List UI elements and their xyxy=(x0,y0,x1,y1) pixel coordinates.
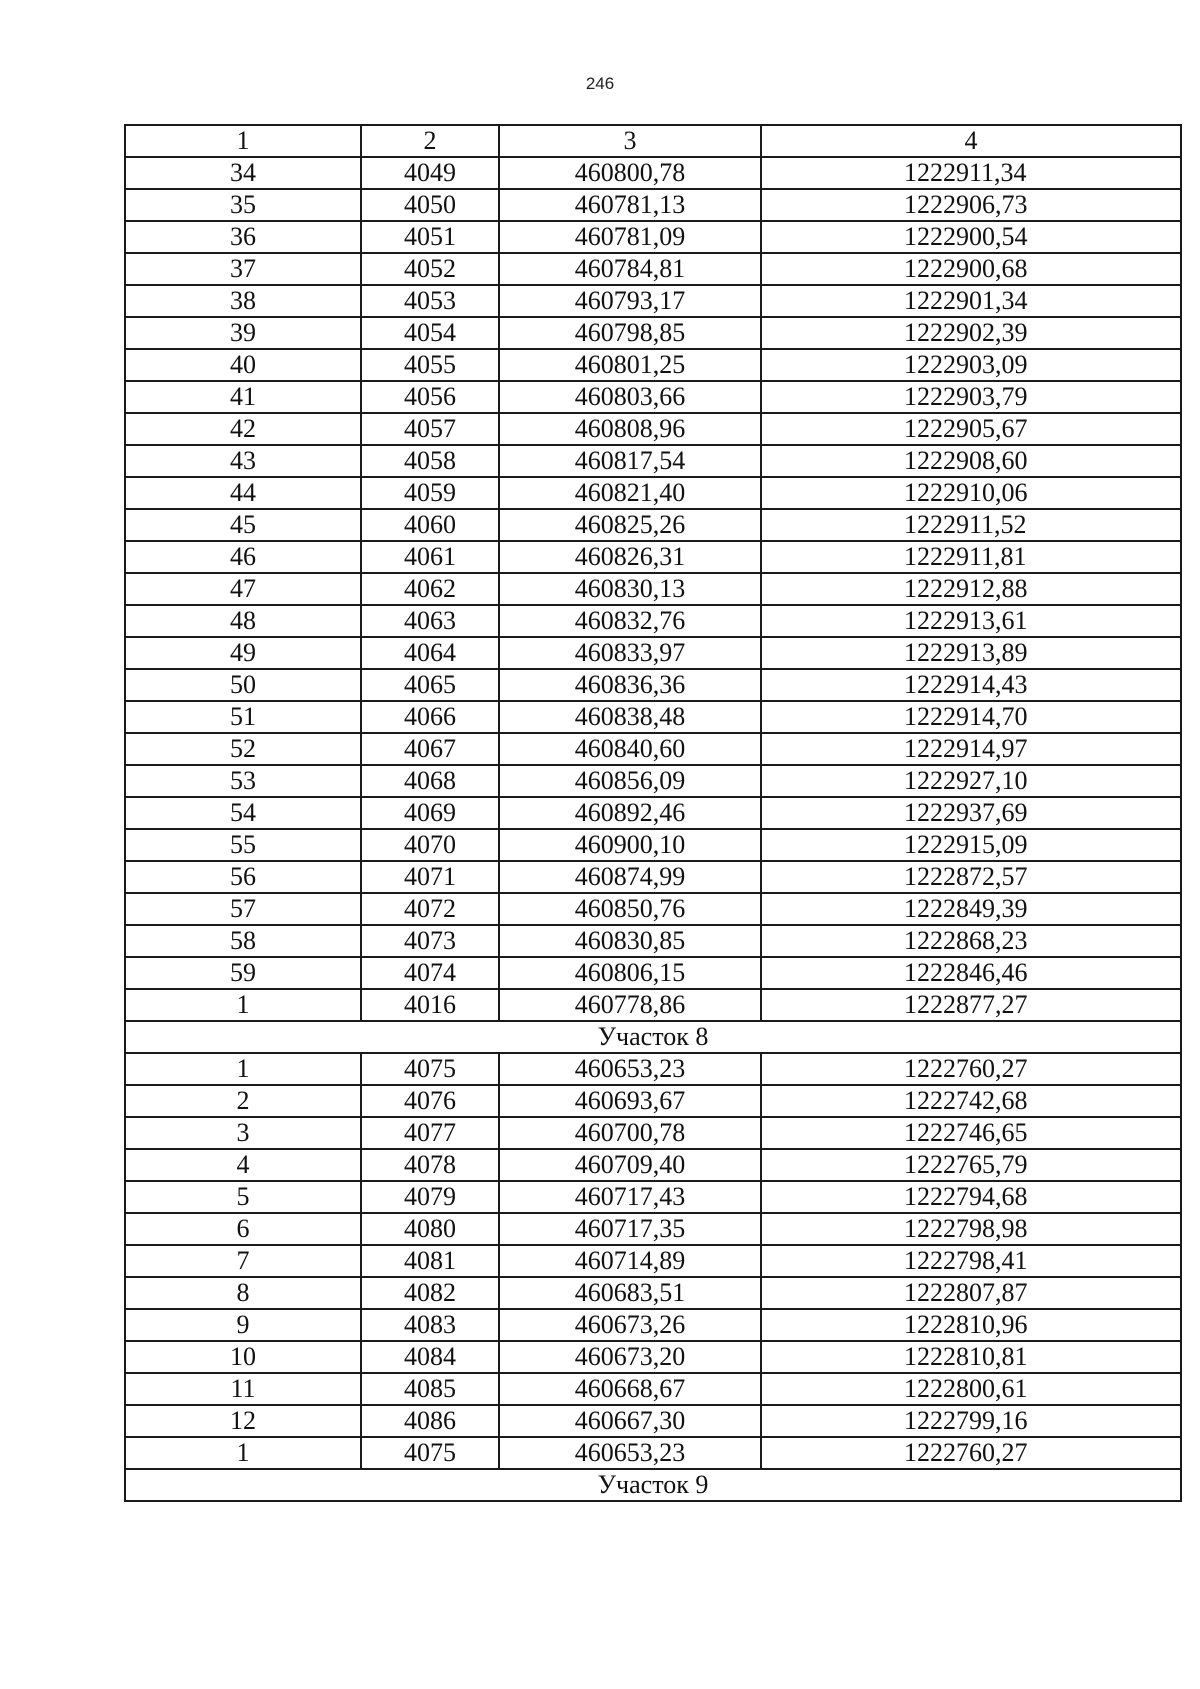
table-row xyxy=(125,509,1181,541)
table-row xyxy=(125,605,1181,637)
table-row xyxy=(125,1213,1181,1245)
x-coordinate-cell: 460693,67 xyxy=(499,1085,761,1117)
y-coordinate-cell: 1222810,96 xyxy=(761,1309,1181,1341)
x-coordinate-cell: 460793,17 xyxy=(499,285,761,317)
point-id-cell: 4075 xyxy=(361,1437,499,1469)
header-cell: 2 xyxy=(361,125,499,157)
y-coordinate-cell: 1222908,60 xyxy=(761,445,1181,477)
x-coordinate-cell: 460840,60 xyxy=(499,733,761,765)
y-coordinate-cell: 1222903,79 xyxy=(761,381,1181,413)
point-id-cell: 4074 xyxy=(361,957,499,989)
table-row xyxy=(125,637,1181,669)
point-id-cell: 4065 xyxy=(361,669,499,701)
point-id-cell: 4060 xyxy=(361,509,499,541)
x-coordinate-cell: 460833,97 xyxy=(499,637,761,669)
page-number: 246 xyxy=(585,74,615,93)
point-number-cell: 59 xyxy=(125,957,361,989)
header-cell: 3 xyxy=(499,125,761,157)
point-id-cell: 4069 xyxy=(361,797,499,829)
point-number-cell: 52 xyxy=(125,733,361,765)
y-coordinate-cell: 1222937,69 xyxy=(761,797,1181,829)
point-id-cell: 4068 xyxy=(361,765,499,797)
point-id-cell: 4086 xyxy=(361,1405,499,1437)
table-row xyxy=(125,1117,1181,1149)
y-coordinate-cell: 1222794,68 xyxy=(761,1181,1181,1213)
x-coordinate-cell: 460830,85 xyxy=(499,925,761,957)
point-id-cell: 4073 xyxy=(361,925,499,957)
y-coordinate-cell: 1222900,54 xyxy=(761,221,1181,253)
y-coordinate-cell: 1222906,73 xyxy=(761,189,1181,221)
y-coordinate-cell: 1222760,27 xyxy=(761,1437,1181,1469)
x-coordinate-cell: 460821,40 xyxy=(499,477,761,509)
table-row xyxy=(125,1309,1181,1341)
point-number-cell: 37 xyxy=(125,253,361,285)
point-id-cell: 4016 xyxy=(361,989,499,1021)
point-id-cell: 4082 xyxy=(361,1277,499,1309)
x-coordinate-cell: 460673,26 xyxy=(499,1309,761,1341)
point-number-cell: 7 xyxy=(125,1245,361,1277)
point-number-cell: 39 xyxy=(125,317,361,349)
point-number-cell: 9 xyxy=(125,1309,361,1341)
y-coordinate-cell: 1222746,65 xyxy=(761,1117,1181,1149)
point-number-cell: 46 xyxy=(125,541,361,573)
table-row xyxy=(125,445,1181,477)
point-id-cell: 4085 xyxy=(361,1373,499,1405)
point-id-cell: 4058 xyxy=(361,445,499,477)
table-row xyxy=(125,861,1181,893)
x-coordinate-cell: 460778,86 xyxy=(499,989,761,1021)
point-number-cell: 11 xyxy=(125,1373,361,1405)
point-number-cell: 42 xyxy=(125,413,361,445)
x-coordinate-cell: 460826,31 xyxy=(499,541,761,573)
point-number-cell: 38 xyxy=(125,285,361,317)
point-number-cell: 47 xyxy=(125,573,361,605)
x-coordinate-cell: 460808,96 xyxy=(499,413,761,445)
y-coordinate-cell: 1222872,57 xyxy=(761,861,1181,893)
table-row xyxy=(125,1245,1181,1277)
y-coordinate-cell: 1222799,16 xyxy=(761,1405,1181,1437)
point-id-cell: 4059 xyxy=(361,477,499,509)
y-coordinate-cell: 1222905,67 xyxy=(761,413,1181,445)
point-number-cell: 1 xyxy=(125,1053,361,1085)
point-number-cell: 49 xyxy=(125,637,361,669)
y-coordinate-cell: 1222900,68 xyxy=(761,253,1181,285)
y-coordinate-cell: 1222914,43 xyxy=(761,669,1181,701)
table-row xyxy=(125,1053,1181,1085)
table-row xyxy=(125,1341,1181,1373)
point-number-cell: 40 xyxy=(125,349,361,381)
point-number-cell: 34 xyxy=(125,157,361,189)
y-coordinate-cell: 1222846,46 xyxy=(761,957,1181,989)
y-coordinate-cell: 1222927,10 xyxy=(761,765,1181,797)
x-coordinate-cell: 460900,10 xyxy=(499,829,761,861)
y-coordinate-cell: 1222798,41 xyxy=(761,1245,1181,1277)
point-id-cell: 4051 xyxy=(361,221,499,253)
y-coordinate-cell: 1222807,87 xyxy=(761,1277,1181,1309)
point-id-cell: 4055 xyxy=(361,349,499,381)
point-number-cell: 44 xyxy=(125,477,361,509)
point-id-cell: 4081 xyxy=(361,1245,499,1277)
point-number-cell: 5 xyxy=(125,1181,361,1213)
point-id-cell: 4066 xyxy=(361,701,499,733)
x-coordinate-cell: 460709,40 xyxy=(499,1149,761,1181)
x-coordinate-cell: 460653,23 xyxy=(499,1437,761,1469)
y-coordinate-cell: 1222913,89 xyxy=(761,637,1181,669)
table-row xyxy=(125,957,1181,989)
point-number-cell: 58 xyxy=(125,925,361,957)
y-coordinate-cell: 1222911,81 xyxy=(761,541,1181,573)
point-number-cell: 50 xyxy=(125,669,361,701)
point-id-cell: 4053 xyxy=(361,285,499,317)
x-coordinate-cell: 460683,51 xyxy=(499,1277,761,1309)
point-id-cell: 4052 xyxy=(361,253,499,285)
x-coordinate-cell: 460700,78 xyxy=(499,1117,761,1149)
y-coordinate-cell: 1222868,23 xyxy=(761,925,1181,957)
point-number-cell: 53 xyxy=(125,765,361,797)
y-coordinate-cell: 1222810,81 xyxy=(761,1341,1181,1373)
y-coordinate-cell: 1222912,88 xyxy=(761,573,1181,605)
x-coordinate-cell: 460784,81 xyxy=(499,253,761,285)
point-id-cell: 4056 xyxy=(361,381,499,413)
x-coordinate-cell: 460781,09 xyxy=(499,221,761,253)
point-number-cell: 35 xyxy=(125,189,361,221)
table-row xyxy=(125,1181,1181,1213)
point-number-cell: 57 xyxy=(125,893,361,925)
table-row xyxy=(125,989,1181,1021)
x-coordinate-cell: 460850,76 xyxy=(499,893,761,925)
x-coordinate-cell: 460817,54 xyxy=(499,445,761,477)
table-row xyxy=(125,925,1181,957)
x-coordinate-cell: 460806,15 xyxy=(499,957,761,989)
point-id-cell: 4078 xyxy=(361,1149,499,1181)
point-number-cell: 51 xyxy=(125,701,361,733)
y-coordinate-cell: 1222902,39 xyxy=(761,317,1181,349)
table-row xyxy=(125,317,1181,349)
table-row xyxy=(125,1405,1181,1437)
section-row xyxy=(125,1469,1181,1501)
table-row xyxy=(125,733,1181,765)
section-title: Участок 9 xyxy=(125,1469,1181,1501)
point-number-cell: 1 xyxy=(125,989,361,1021)
y-coordinate-cell: 1222765,79 xyxy=(761,1149,1181,1181)
point-id-cell: 4063 xyxy=(361,605,499,637)
table-row xyxy=(125,381,1181,413)
x-coordinate-cell: 460800,78 xyxy=(499,157,761,189)
table-header-row xyxy=(125,125,1181,157)
point-id-cell: 4061 xyxy=(361,541,499,573)
point-number-cell: 48 xyxy=(125,605,361,637)
coordinates-table xyxy=(124,124,1182,1502)
point-id-cell: 4071 xyxy=(361,861,499,893)
table-row xyxy=(125,157,1181,189)
point-id-cell: 4080 xyxy=(361,1213,499,1245)
point-id-cell: 4076 xyxy=(361,1085,499,1117)
point-id-cell: 4054 xyxy=(361,317,499,349)
table-row xyxy=(125,1437,1181,1469)
table-row xyxy=(125,349,1181,381)
point-number-cell: 1 xyxy=(125,1437,361,1469)
table-row xyxy=(125,797,1181,829)
x-coordinate-cell: 460825,26 xyxy=(499,509,761,541)
y-coordinate-cell: 1222914,70 xyxy=(761,701,1181,733)
point-id-cell: 4070 xyxy=(361,829,499,861)
x-coordinate-cell: 460830,13 xyxy=(499,573,761,605)
x-coordinate-cell: 460856,09 xyxy=(499,765,761,797)
y-coordinate-cell: 1222760,27 xyxy=(761,1053,1181,1085)
x-coordinate-cell: 460798,85 xyxy=(499,317,761,349)
point-number-cell: 41 xyxy=(125,381,361,413)
y-coordinate-cell: 1222742,68 xyxy=(761,1085,1181,1117)
table-row xyxy=(125,541,1181,573)
point-number-cell: 10 xyxy=(125,1341,361,1373)
point-id-cell: 4067 xyxy=(361,733,499,765)
y-coordinate-cell: 1222911,34 xyxy=(761,157,1181,189)
y-coordinate-cell: 1222877,27 xyxy=(761,989,1181,1021)
table-row xyxy=(125,1085,1181,1117)
point-number-cell: 43 xyxy=(125,445,361,477)
y-coordinate-cell: 1222798,98 xyxy=(761,1213,1181,1245)
y-coordinate-cell: 1222914,97 xyxy=(761,733,1181,765)
y-coordinate-cell: 1222901,34 xyxy=(761,285,1181,317)
x-coordinate-cell: 460717,43 xyxy=(499,1181,761,1213)
x-coordinate-cell: 460836,36 xyxy=(499,669,761,701)
point-id-cell: 4057 xyxy=(361,413,499,445)
point-id-cell: 4049 xyxy=(361,157,499,189)
table-row xyxy=(125,1149,1181,1181)
header-cell: 1 xyxy=(125,125,361,157)
x-coordinate-cell: 460892,46 xyxy=(499,797,761,829)
point-id-cell: 4084 xyxy=(361,1341,499,1373)
point-number-cell: 56 xyxy=(125,861,361,893)
point-id-cell: 4062 xyxy=(361,573,499,605)
point-id-cell: 4064 xyxy=(361,637,499,669)
y-coordinate-cell: 1222903,09 xyxy=(761,349,1181,381)
table-row xyxy=(125,253,1181,285)
x-coordinate-cell: 460803,66 xyxy=(499,381,761,413)
point-id-cell: 4077 xyxy=(361,1117,499,1149)
table-row xyxy=(125,765,1181,797)
x-coordinate-cell: 460653,23 xyxy=(499,1053,761,1085)
point-id-cell: 4079 xyxy=(361,1181,499,1213)
header-cell: 4 xyxy=(761,125,1181,157)
y-coordinate-cell: 1222910,06 xyxy=(761,477,1181,509)
table-row xyxy=(125,893,1181,925)
point-number-cell: 45 xyxy=(125,509,361,541)
y-coordinate-cell: 1222911,52 xyxy=(761,509,1181,541)
y-coordinate-cell: 1222800,61 xyxy=(761,1373,1181,1405)
table-row xyxy=(125,573,1181,605)
table-row xyxy=(125,477,1181,509)
point-id-cell: 4083 xyxy=(361,1309,499,1341)
table-row xyxy=(125,221,1181,253)
table-row xyxy=(125,669,1181,701)
table-row xyxy=(125,413,1181,445)
point-number-cell: 55 xyxy=(125,829,361,861)
point-number-cell: 3 xyxy=(125,1117,361,1149)
table-row xyxy=(125,1373,1181,1405)
point-number-cell: 36 xyxy=(125,221,361,253)
point-number-cell: 4 xyxy=(125,1149,361,1181)
table-row xyxy=(125,189,1181,221)
y-coordinate-cell: 1222915,09 xyxy=(761,829,1181,861)
x-coordinate-cell: 460781,13 xyxy=(499,189,761,221)
x-coordinate-cell: 460838,48 xyxy=(499,701,761,733)
table-row xyxy=(125,829,1181,861)
x-coordinate-cell: 460801,25 xyxy=(499,349,761,381)
table-row xyxy=(125,1277,1181,1309)
section-row xyxy=(125,1021,1181,1053)
table-body xyxy=(125,125,1181,1501)
y-coordinate-cell: 1222913,61 xyxy=(761,605,1181,637)
x-coordinate-cell: 460717,35 xyxy=(499,1213,761,1245)
x-coordinate-cell: 460874,99 xyxy=(499,861,761,893)
table-row xyxy=(125,285,1181,317)
y-coordinate-cell: 1222849,39 xyxy=(761,893,1181,925)
x-coordinate-cell: 460673,20 xyxy=(499,1341,761,1373)
table-row xyxy=(125,701,1181,733)
point-id-cell: 4075 xyxy=(361,1053,499,1085)
point-id-cell: 4050 xyxy=(361,189,499,221)
x-coordinate-cell: 460714,89 xyxy=(499,1245,761,1277)
section-title: Участок 8 xyxy=(125,1021,1181,1053)
x-coordinate-cell: 460667,30 xyxy=(499,1405,761,1437)
point-number-cell: 54 xyxy=(125,797,361,829)
point-number-cell: 6 xyxy=(125,1213,361,1245)
point-number-cell: 8 xyxy=(125,1277,361,1309)
x-coordinate-cell: 460668,67 xyxy=(499,1373,761,1405)
point-id-cell: 4072 xyxy=(361,893,499,925)
point-number-cell: 2 xyxy=(125,1085,361,1117)
point-number-cell: 12 xyxy=(125,1405,361,1437)
x-coordinate-cell: 460832,76 xyxy=(499,605,761,637)
